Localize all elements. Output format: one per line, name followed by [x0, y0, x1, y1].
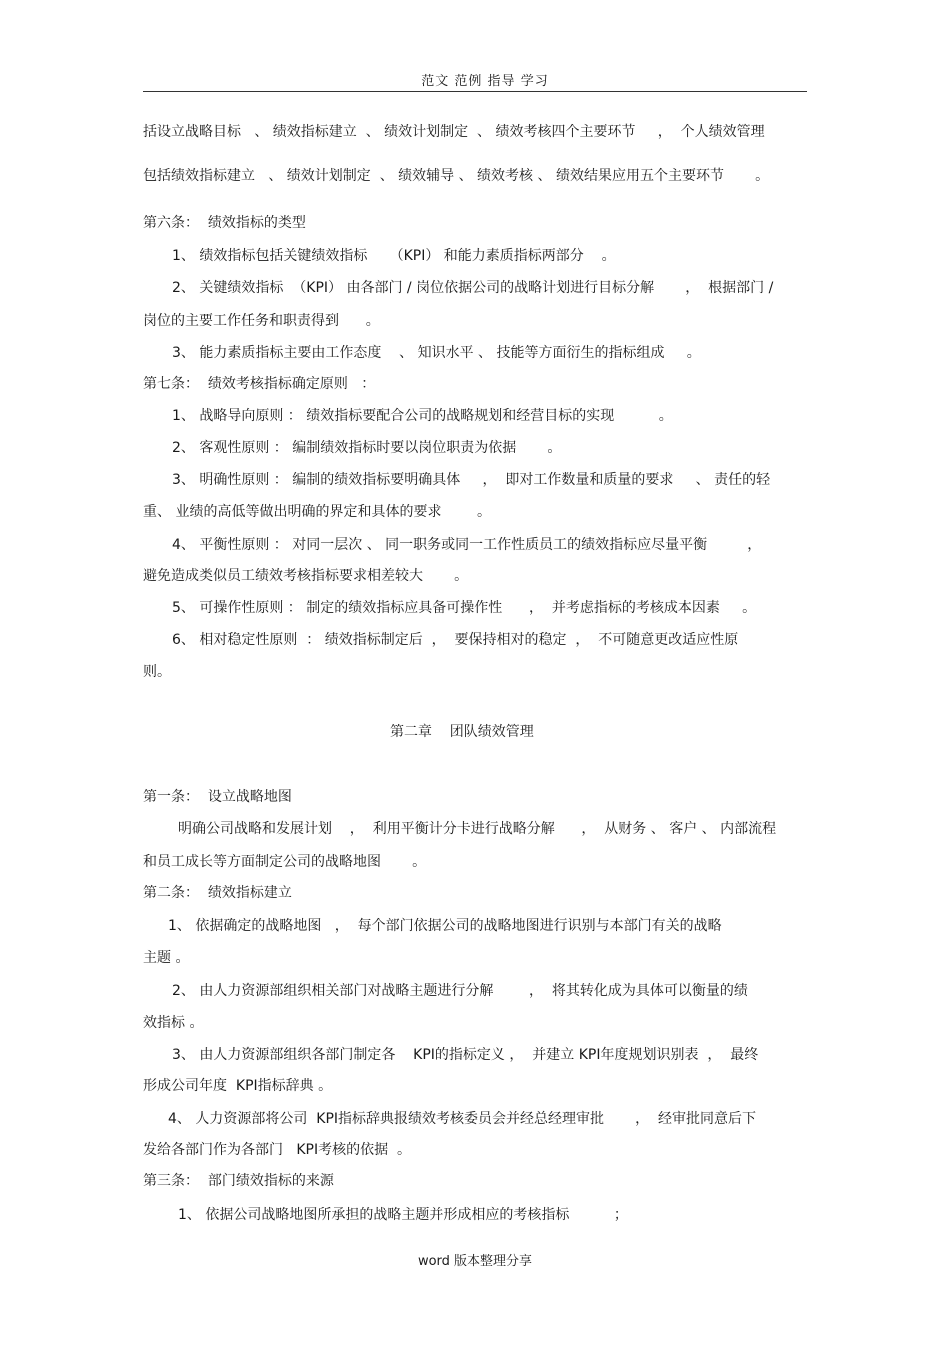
body-line: 1、 绩效指标包括关键绩效指标 （KPI） 和能力素质指标两部分 。 — [172, 248, 616, 264]
body-line: 包括绩效指标建立 、 绩效计划制定 、 绩效辅导 、 绩效考核 、 绩效结果应用五个主要环节 。 — [143, 168, 770, 184]
body-line: 5、 可操作性原则 ： 制定的绩效指标应具备可操作性 ， 并考虑指标的考核成本因素 。 — [172, 600, 757, 616]
body-line: 重、 业绩的高低等做出明确的界定和具体的要求 。 — [143, 504, 492, 520]
body-line: 岗位的主要工作任务和职责得到 。 — [143, 313, 380, 329]
body-line: 则。 — [143, 664, 171, 680]
body-line: 3、 能力素质指标主要由工作态度 、 知识水平 、 技能等方面衍生的指标组成 。 — [172, 345, 701, 361]
body-line: 6、 相对稳定性原则 ： 绩效指标制定后 ， 要保持相对的稳定 ， 不可随意更改适应性原 — [172, 632, 739, 648]
body-line: 发给各部门作为各部门 KPI考核的依据 。 — [143, 1142, 412, 1158]
body-line: 1、 依据公司战略地图所承担的战略主题并形成相应的考核指标 ； — [178, 1207, 628, 1223]
body-line: 明确公司战略和发展计划 ， 利用平衡计分卡进行战略分解 ， 从财务 、 客户 、 内部流程 — [178, 821, 777, 837]
body-line: 2、 关键绩效指标 （KPI） 由各部门 / 岗位依据公司的战略计划进行目标分解 ， 根据部门 / — [172, 280, 774, 296]
body-line: 4、 平衡性原则 ： 对同一层次 、 同一职务或同一工作性质员工的绩效指标应尽量平衡 ， — [172, 537, 762, 553]
body-line: 避免造成类似员工绩效考核指标要求相差较大 。 — [143, 568, 469, 584]
body-line: 主题 。 — [143, 950, 190, 966]
body-line: 3、 明确性原则 ： 编制的绩效指标要明确具体 ， 即对工作数量和质量的要求 、 责任的轻 — [172, 472, 771, 488]
body-line: 4、 人力资源部将公司 KPI指标辞典报绩效考核委员会并经总经理审批 ， 经审批同意后下 — [168, 1111, 757, 1127]
body-line: 括设立战略目标 、 绩效指标建立 、 绩效计划制定 、 绩效考核四个主要环节 ， 个人绩效管理 — [143, 124, 765, 140]
body-line: 3、 由人力资源部组织各部门制定各 KPI的指标定义 ， 并建立 KPI年度规划识别表 ， 最终 — [172, 1047, 759, 1063]
article-heading: 第六条： 绩效指标的类型 — [143, 215, 306, 231]
header-rule — [143, 91, 807, 92]
body-line: 效指标 。 — [143, 1015, 204, 1031]
body-line: 形成公司年度 KPI指标辞典 。 — [143, 1078, 333, 1094]
page-footer: word 版本整理分享 — [417, 1254, 533, 1269]
article-heading: 第二条： 绩效指标建立 — [143, 885, 292, 901]
body-line: 和员工成长等方面制定公司的战略地图 。 — [143, 854, 427, 870]
article-heading: 第七条： 绩效考核指标确定原则 ： — [143, 376, 376, 392]
article-heading: 第三条： 部门绩效指标的来源 — [143, 1173, 334, 1189]
chapter-title: 第二章 团队绩效管理 — [390, 724, 534, 740]
page-header: 范文 范例 指导 学习 — [421, 74, 549, 89]
body-line: 1、 依据确定的战略地图 ， 每个部门依据公司的战略地图进行识别与本部门有关的战略 — [168, 918, 722, 934]
body-line: 2、 客观性原则 ： 编制绩效指标时要以岗位职责为依据 。 — [172, 440, 562, 456]
body-line: 1、 战略导向原则 ： 绩效指标要配合公司的战略规划和经营目标的实现 。 — [172, 408, 673, 424]
body-line: 2、 由人力资源部组织相关部门对战略主题进行分解 ， 将其转化成为具体可以衡量的绩 — [172, 983, 748, 999]
article-heading: 第一条： 设立战略地图 — [143, 789, 292, 805]
